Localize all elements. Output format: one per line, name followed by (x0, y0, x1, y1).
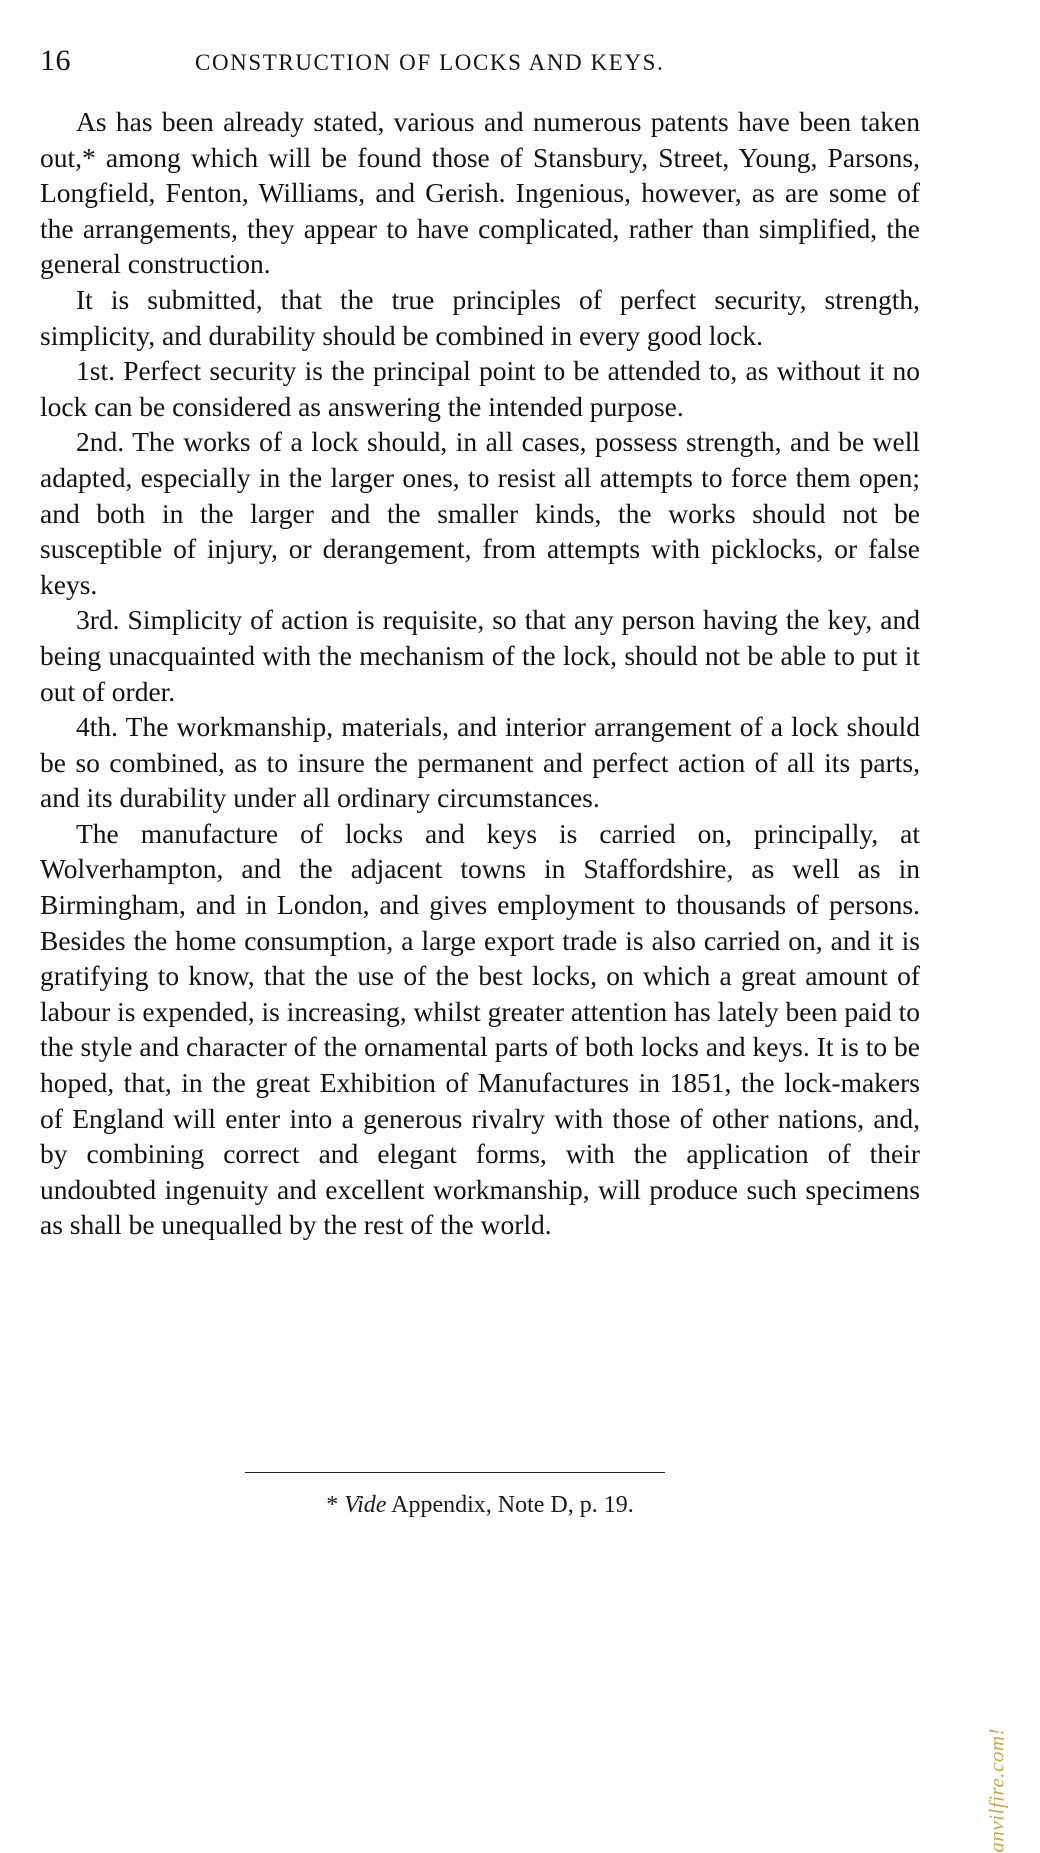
footnote (40, 1492, 920, 1519)
paragraph: As has been already stated, various and numerous patents have been taken out,* among which will be found those of Stansbury, Street, Young, Parsons, Longfield, Fenton, Williams, and Gerish. Ingenious, however, as are some of the arrangements, they appear to have complicated, rather than simplified, the general construction. (40, 106, 920, 280)
paragraph: It is submitted, that the true principles of perfect security, strength, simplicity, and durability should be combined in every good lock. (40, 283, 920, 351)
footnote-marker: * (326, 1492, 339, 1518)
page-header (40, 44, 920, 84)
body-text (40, 104, 920, 1243)
running-head-title: CONSTRUCTION OF LOCKS AND KEYS. (195, 50, 665, 75)
footnote-italic-word: Vide (344, 1492, 387, 1518)
paragraph: The manufacture of locks and keys is carried on, principally, at Wolverhampton, and the adjacent towns in Staffordshire, as well as in Birmingham, and in London, and gives employment to thousands of persons. Besides the home consumption, a large export trade is also carried on, and it is gratifying to know, that the use of the best locks, on which a great amount of labour is expended, is increasing, whilst greater attention has lately been paid to the style and character of the ornamental parts of both locks and keys. It is to be hoped, that, in the great Exhibition of Manufactures in 1851, the lock-makers of England will enter into a generous rivalry with those of other nations, and, by combining correct and elegant forms, with the application of their undoubted ingenuity and excellent workmanship, will produce such specimens as shall be unequalled by the rest of the world. (40, 817, 920, 1241)
paragraph: 1st. Perfect security is the principal point to be attended to, as without it no lock can be considered as answering the intended purpose. (40, 355, 920, 422)
paragraph: 3rd. Simplicity of action is requisite, so that any person having the key, and being unacquainted with the mechanism of the lock, should not be able to put it out of order. (40, 604, 920, 707)
footnote-divider (245, 1472, 665, 1473)
footnote-text: Appendix, Note D, p. 19. (391, 1492, 634, 1518)
watermark (985, 1508, 1032, 1853)
watermark-text: anvilfire.com! (985, 1728, 1009, 1853)
paragraph: 2nd. The works of a lock should, in all cases, possess strength, and be well adapted, especially in the larger ones, to resist all attempts to force them open; and both in the larger and the smaller kinds, the works should not be susceptible of injury, or derangement, from attempts with picklocks, or false keys. (40, 426, 920, 600)
page-number: 16 (40, 44, 71, 77)
paragraph: 4th. The workmanship, materials, and interior arrangement of a lock should be so combined, as to insure the permanent and perfect action of all its parts, and its durability under all ordinary circumstances. (40, 711, 920, 814)
